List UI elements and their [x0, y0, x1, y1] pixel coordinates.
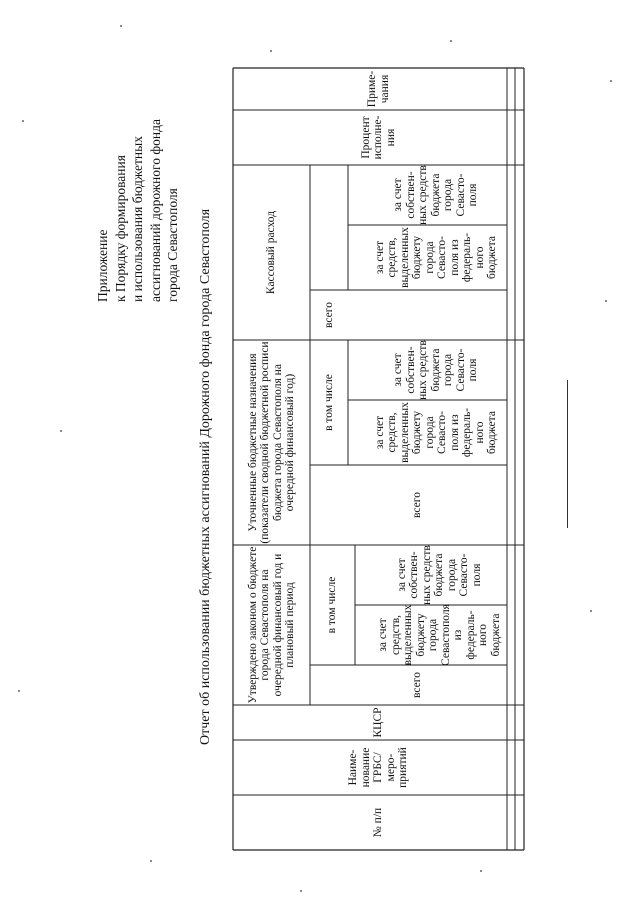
header-approved: Утверждено законом о бюджете города Севастополя на очередной финансовый год и плановый период: [246, 546, 296, 704]
appendix-line: к Порядку формирования: [112, 155, 128, 302]
cash-own: за счет собствен- ных средств бюджета города Севасто- поля: [392, 165, 480, 225]
refined-own: за счет собствен- ных средств бюджета города Севасто- поля: [392, 340, 480, 400]
refined-total: всего: [410, 492, 423, 518]
header-notes: Приме- чания: [366, 70, 391, 108]
header-percent: Процент исполне- ния: [359, 115, 397, 160]
refined-federal: за счет средств, выделенных бюджету города Севасто- поля из федераль- ного бюджета: [373, 402, 498, 463]
scan-speck: [150, 860, 152, 862]
scan-speck: [480, 870, 482, 872]
appendix-line: Приложение: [95, 229, 110, 302]
appendix-line: города Севастополя: [165, 188, 180, 302]
scan-speck: [590, 610, 592, 612]
header-kcsr: КЦСР: [372, 707, 385, 738]
scan-speck: [60, 430, 62, 432]
scan-speck: [270, 50, 272, 52]
approved-own: за счет собствен- ных средств бюджета города Севасто- поля: [395, 545, 483, 605]
scan-speck: [120, 25, 122, 27]
scan-speck: [605, 300, 607, 302]
appendix-line: ассигнований дорожного фонда: [147, 119, 163, 302]
scan-speck: [300, 890, 302, 892]
header-cash: Кассовый расход: [265, 210, 278, 295]
approved-including: в том числе: [326, 576, 339, 634]
refined-including: в том числе: [322, 374, 335, 431]
cash-total: всего: [322, 302, 335, 328]
header-refined: Уточненные бюджетные назначения (показатели сводной бюджетной росписи бюджета города Севастополя на очередной финансовый год): [246, 341, 296, 544]
appendix-line: и использования бюджетных: [130, 136, 145, 302]
approved-total: всего: [410, 672, 423, 698]
header-name: Наиме- нование ГРБС/ мерο- приятий: [347, 747, 410, 788]
approved-federal: за счет средств, выделенных бюджету города Севастополя из федераль- ного бюджета: [377, 604, 502, 666]
report-title: Отчет об использовании бюджетных ассигнований Дорожного фонда города Севастополя: [198, 208, 213, 745]
cash-federal: за счет средств, выделенных бюджету города Севасто- поля из федераль- ного бюджета: [373, 227, 498, 288]
scan-speck: [18, 690, 20, 692]
scan-speck: [450, 40, 452, 42]
header-number: № п/п: [372, 807, 385, 838]
scan-speck: [22, 120, 24, 122]
scan-speck: [610, 80, 612, 82]
